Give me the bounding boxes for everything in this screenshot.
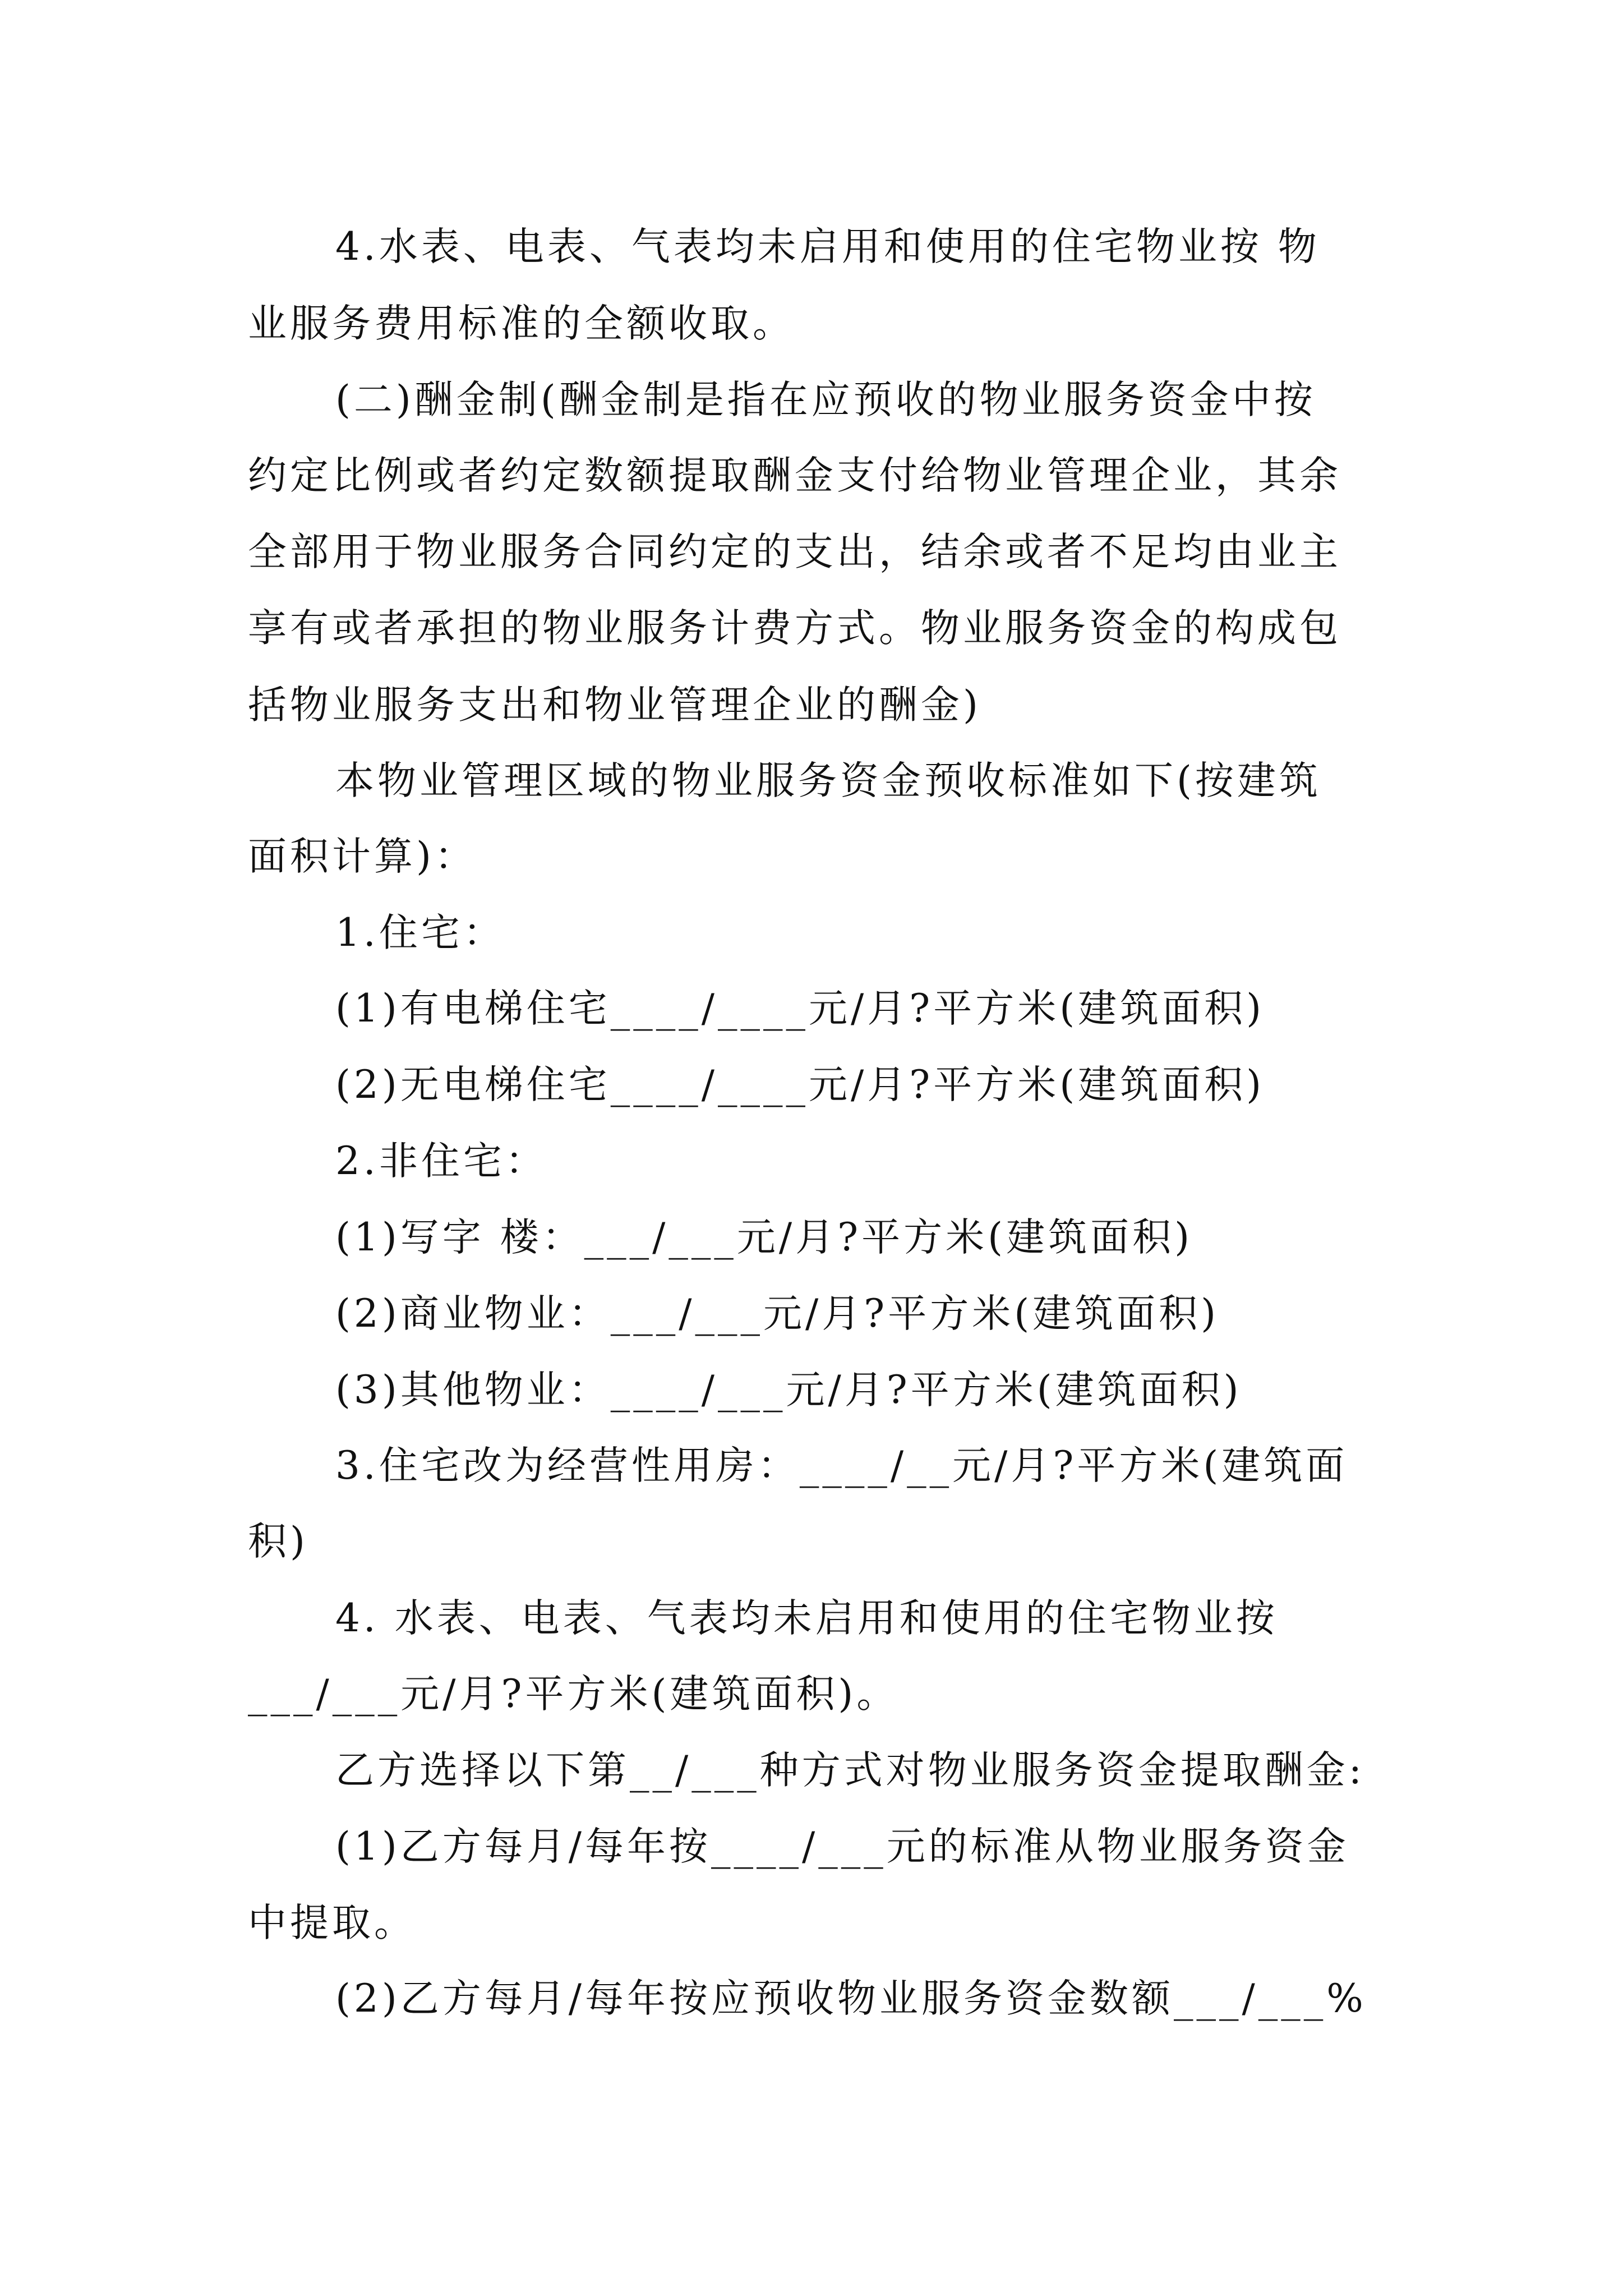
text-line: 括物业服务支出和物业管理企业的酬金) (248, 683, 981, 728)
text-line: (3)其他物业：____/___元/月?平方米(建筑面积) (335, 1368, 1242, 1412)
text-line: 2.非住宅： (335, 1139, 547, 1184)
text-line: (1)写字 楼：___/___元/月?平方米(建筑面积) (335, 1215, 1193, 1260)
text-line: 4.水表、电表、气表均未启用和使用的住宅物业按 物 (335, 224, 1320, 269)
text-line: (二)酬金制(酬金制是指在应预收的物业服务资金中按 (335, 378, 1316, 422)
text-line: 3.住宅改为经营性用房：____/__元/月?平方米(建筑面 (335, 1443, 1348, 1488)
text-line: (2)商业物业：___/___元/月?平方米(建筑面积) (335, 1291, 1220, 1336)
text-line: 约定比例或者约定数额提取酬金支付给物业管理企业，其余 (248, 453, 1341, 498)
text-line: ___/___元/月?平方米(建筑面积)。 (248, 1672, 899, 1717)
text-line: (2)无电梯住宅____/____元/月?平方米(建筑面积) (335, 1062, 1265, 1107)
text-line: 本物业管理区域的物业服务资金预收标准如下(按建筑 (335, 758, 1321, 803)
text-line: 4. 水表、电表、气表均未启用和使用的住宅物业按 (335, 1596, 1278, 1641)
text-line: 中提取。 (248, 1901, 416, 1945)
text-line: (1)乙方每月/每年按____/___元的标准从物业服务资金 (335, 1824, 1349, 1869)
text-line: (2)乙方每月/每年按应预收物业服务资金数额___/___% (335, 1976, 1367, 2021)
text-line: 1.住宅： (335, 910, 505, 955)
text-line: 积) (248, 1519, 308, 1564)
text-line: 面积计算)： (248, 834, 477, 879)
text-line: 乙方选择以下第__/___种方式对物业服务资金提取酬金: (335, 1748, 1365, 1793)
text-line: 业服务费用标准的全额收取。 (248, 301, 795, 346)
text-line: (1)有电梯住宅____/____元/月?平方米(建筑面积) (335, 986, 1265, 1031)
text-line: 享有或者承担的物业服务计费方式。物业服务资金的构成包 (248, 606, 1341, 651)
text-line: 全部用于物业服务合同约定的支出，结余或者不足均由业主 (248, 530, 1341, 574)
